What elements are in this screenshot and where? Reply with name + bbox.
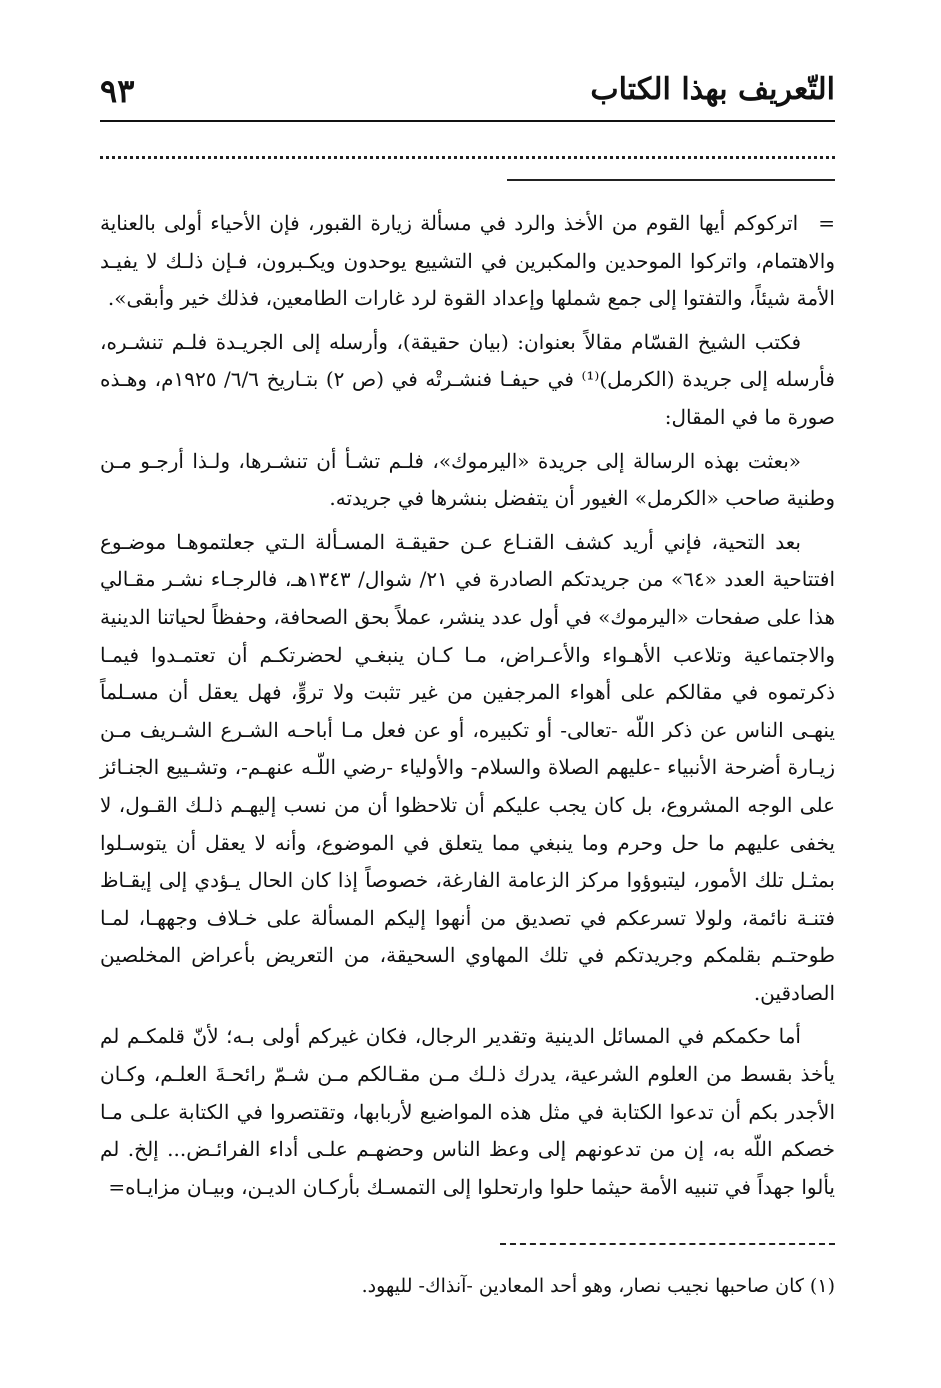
main-text [100,205,835,1212]
continuation-mark: = [818,211,835,235]
chapter-title: التّعريف بهذا الكتاب [590,72,835,107]
paragraph: بعد التحية، فإني أريد كشف القنـاع عـن حقيقـة المسـألة الـتي جعلتموهـا موضـوع افتتاحية العدد «٦٤» من جريدتكم الصادرة في ٢١/ شوال/ ١٣٤٣هـ، فالرجـاء نشـر مقـالي هذا على صفحات «اليرموك» في أول عدد ينشر، عملاً بحق الصحافة، وحفظاً لحياتنا الدينية والاجتماعية وتلاعب الأهـواء والأعـراض، مـا كـان ينبغـي لحضرتكـم أن تعتمـدوا فيمـا ذكرتموه في مقالكم على أهواء المرجفين من غير تثبت ولا تروٍّ، فهل يعقل أن مسـلماً ينهـى الناس عن ذكر اللّه -تعالى- أو تكبيره، أو عن فعل مـا أباحـه الشـرع الشـريف مـن زيـارة أضرحة الأنبياء -عليهم الصلاة والسلام- والأولياء -رضي اللّـه عنهـم-، وتشـييع الجنـائز على الوجه المشروع، بل كان يجب عليكم أن تلاحظوا أن من نسب إليهـم ذلـك القـول، لا يخفى عليهم ما حل وحرم وما ينبغي مما يتعلق في الموضوع، وأنه لا يعقل أن يتوسـلوا بمثـل تلك الأمور، ليتبوؤوا مركز الزعامة الفارغة، خصوصاً إذا كان الحال يـؤدي إلى إيقـاظ فتنـة نائمة، ولولا تسرعكم في تصديق من أنهوا إليكم المسألة على خـلاف وجههـا، لمـا طوحتـم بقلمكم وجريدتكم في تلك المهاوي السحيقة، من التعريض بأعراض المخلصين الصادقين. [100,529,836,1005]
paragraph-text: اتركوكم أيها القوم من الأخذ والرد في مسألة زيارة القبور، فإن الأحياء أولى بالعناية والاهتمام، واتركوا الموحدين والمكبرين في التشييع يوحدون ويكـبرون، فـإن ذلـك لا يفيـد الأمة شيئاً، والتفتوا إلى جمع شملها وإعداد القوة لرد غارات الطامعين، فذلك خير وأبقى». [100,211,835,311]
running-header [100,70,835,122]
footnote-divider [500,1243,835,1245]
footnote: (١) كان صاحبها نجيب نصار، وهو أحد المعادين -آنذاك- لليهود. [361,1275,835,1297]
paragraph-continuation [100,205,835,318]
paragraph: «بعثت بهذه الرسالة إلى جريدة «اليرموك»، فلـم تشـأ أن تنشـرها، ولـذا أرجـو مـن وطنية صاحب «الكرمل» الغيور أن يتفضل بنشرها في جريدته. [100,448,835,511]
paragraph: فكتب الشيخ القسّام مقالاً بعنوان: (بيان حقيقة)، وأرسله إلى الجريـدة فلـم تنشـره، فأرسله إلى جريدة (الكرمل)⁽¹⁾ في حيفـا فنشـرتْه في (ص ٢) بتـاريخ ٦/٦/ ١٩٢٥م، وهـذه صورة ما في المقال: [100,329,835,429]
continuation-rule [507,179,835,181]
page-number: ٩٣ [100,72,135,110]
dotted-divider [100,156,835,159]
paragraph: أما حكمكم في المسائل الدينية وتقدير الرجال، فكان غيركم أولى بـه؛ لأنّ قلمكـم لم يأخذ بقسط من العلوم الشرعية، يدرك ذلـك مـن مقـالكم مـن شـمّ رائحـةَ العلـم، وكـان الأجدر بكم أن تدعوا الكتابة في مثل هذه المواضيع لأربابها، وتقتصروا في الكتابة علـى مـا خصكم اللّه به، إن من تدعونهم إلى وعظ الناس وحضهـم علـى أداء الفرائـض... إلخ. لم يألوا جهداً في تنبيه الأمة حيثما حلوا وارتحلوا إلى التمسـك بأركـان الديـن، وبيـان مزايـاه= [100,1024,835,1199]
